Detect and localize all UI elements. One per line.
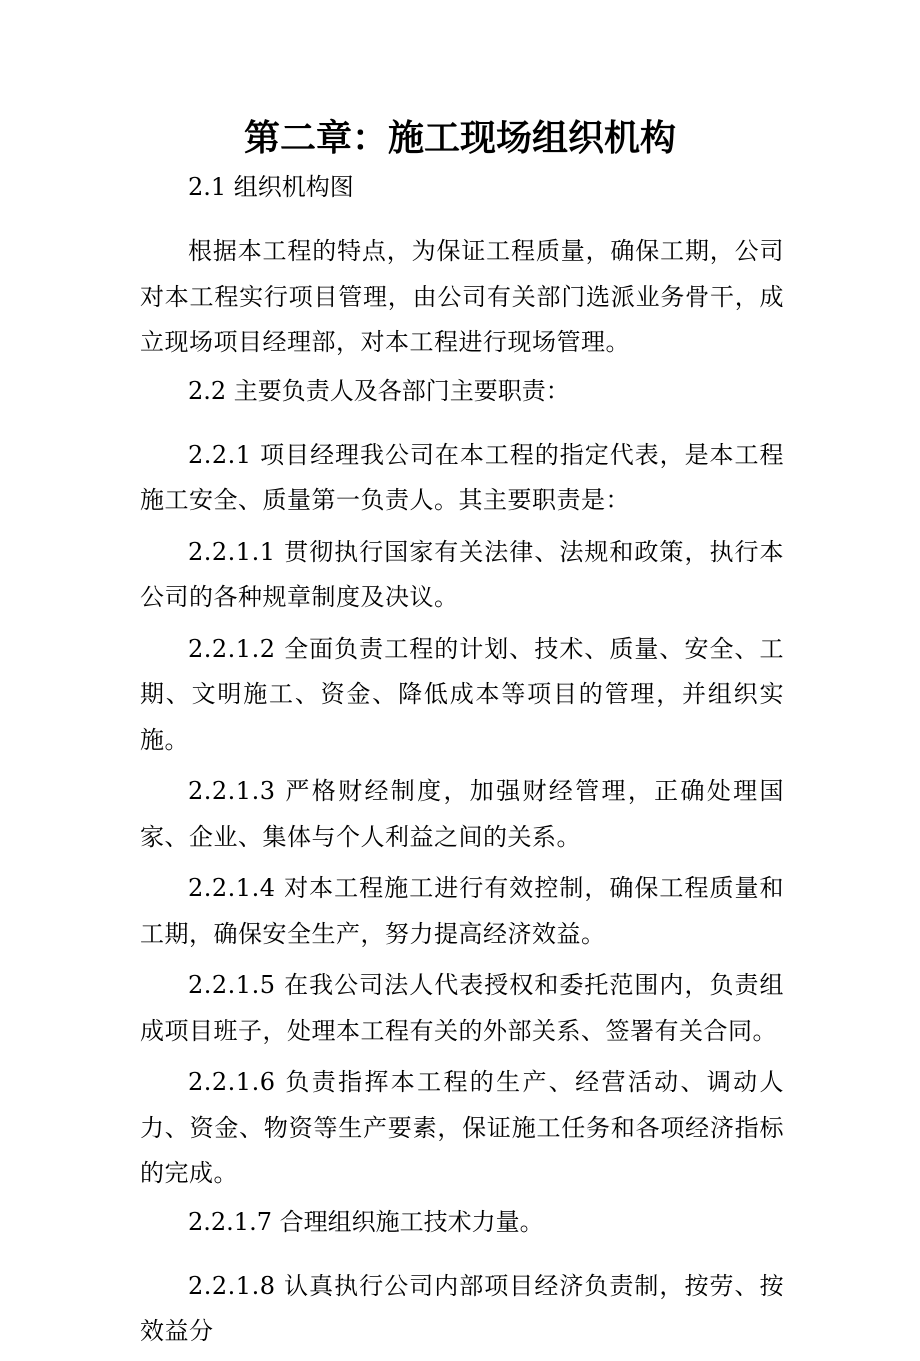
paragraph-2-2-1-2: 2.2.1.2 全面负责工程的计划、技术、质量、安全、工期、文明施工、资金、降低成本等项目的管理，并组织实施。	[140, 634, 784, 754]
paragraph-2-2-1-7: 2.2.1.7 合理组织施工技术力量。	[188, 1207, 544, 1236]
paragraph-2-2-1-3: 2.2.1.3 严格财经制度，加强财经管理，正确处理国家、企业、集体与个人利益之间的关系。	[140, 777, 784, 851]
document-body	[140, 168, 784, 1361]
paragraph-2-2-1-5: 2.2.1.5 在我公司法人代表授权和委托范围内，负责组成项目班子，处理本工程有关的外部关系、签署有关合同。	[140, 971, 784, 1045]
paragraph-2-2-1-6: 2.2.1.6 负责指挥本工程的生产、经营活动、调动人力、资金、物资等生产要素，保证施工任务和各项经济指标的完成。	[140, 1068, 784, 1187]
chapter-title: 第二章：施工现场组织机构	[243, 117, 676, 159]
paragraph-2-2-1: 2.2.1 项目经理我公司在本工程的指定代表，是本工程施工安全、质量第一负责人。其主要职责是：	[140, 440, 784, 514]
paragraph-2-2-1-8: 2.2.1.8 认真执行公司内部项目经济负责制，按劳、按效益分	[140, 1271, 784, 1345]
section-heading-2-1: 2.1 组织机构图	[188, 173, 354, 201]
section-heading-2-2: 2.2 主要负责人及各部门主要职责：	[188, 376, 570, 405]
paragraph-intro: 根据本工程的特点，为保证工程质量，确保工期，公司对本工程实行项目管理，由公司有关部门选派业务骨干，成立现场项目经理部，对本工程进行现场管理。	[140, 237, 784, 356]
paragraph-2-2-1-4: 2.2.1.4 对本工程施工进行有效控制，确保工程质量和工期，确保安全生产，努力提高经济效益。	[140, 874, 784, 948]
paragraph-2-2-1-1: 2.2.1.1 贯彻执行国家有关法律、法规和政策，执行本公司的各种规章制度及决议。	[140, 537, 784, 611]
